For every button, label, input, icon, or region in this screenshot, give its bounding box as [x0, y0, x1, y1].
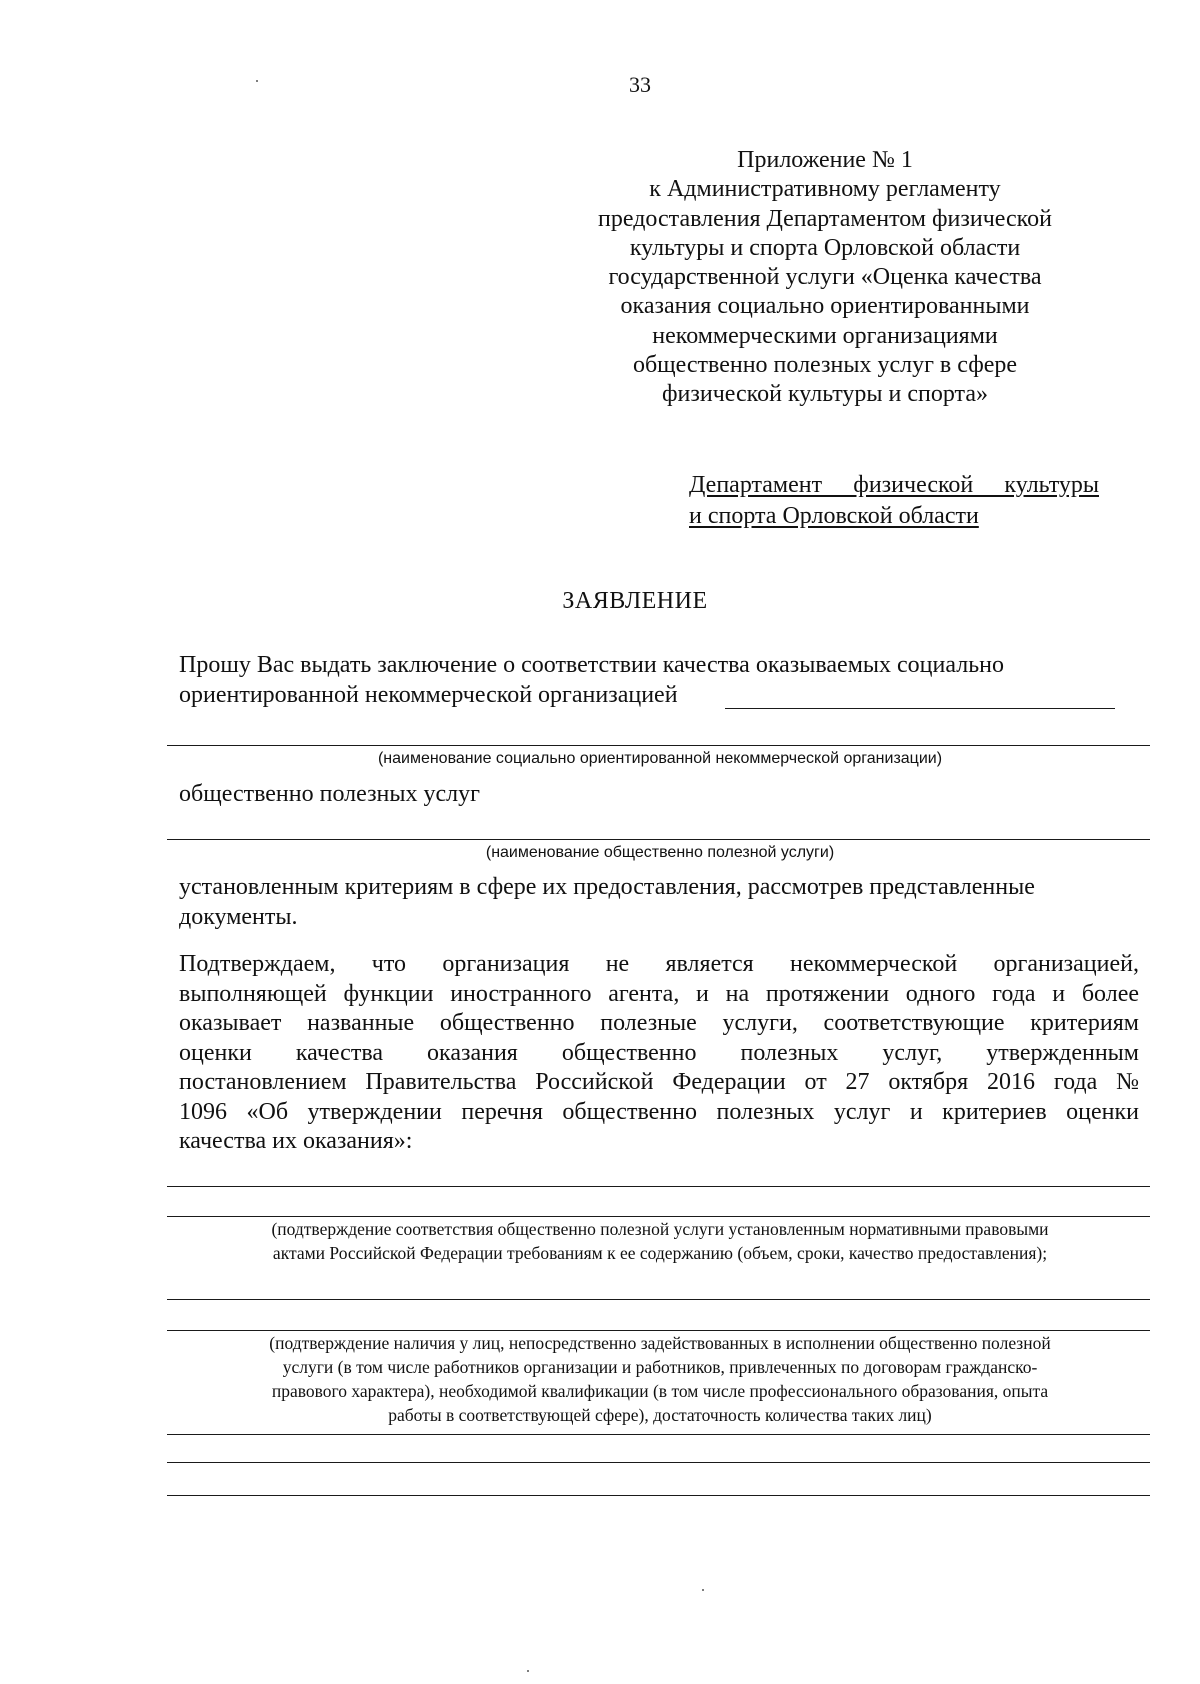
- blank-fill-line: [167, 1434, 1150, 1435]
- staff-caption-line: работы в соответствующей сфере), достаточность количества таких лиц): [388, 1405, 932, 1425]
- services-label: общественно полезных услуг: [179, 781, 480, 807]
- appendix-line: Приложение № 1: [737, 147, 913, 173]
- confirmation-line: постановлением Правительства Российской Федерации от 27 октября 2016 года №: [179, 1069, 1139, 1095]
- document-title: ЗАЯВЛЕНИЕ: [562, 588, 708, 614]
- blank-fill-line: [167, 1495, 1150, 1496]
- confirmation-line: качества их оказания»:: [179, 1128, 413, 1154]
- scan-speck: [256, 80, 258, 82]
- staff-caption-line: правового характера), необходимой квалификации (в том числе профессионального образования, опыта: [271, 1381, 1049, 1401]
- criteria-line: установленным критериям в сфере их предоставления, рассмотрев представленные: [179, 874, 1035, 900]
- appendix-line: государственной услуги «Оценка качества: [608, 264, 1042, 291]
- org-name-caption: (наименование социально ориентированной некоммерческой организации): [377, 750, 943, 767]
- compliance-fill-line: [167, 1216, 1150, 1217]
- org-name-blank-line: [725, 708, 1115, 709]
- compliance-caption-line: актами Российской Федерации требованиям к ее содержанию (объем, сроки, качество предоставления);: [272, 1243, 1048, 1263]
- addressee-line: Департамент физической культуры: [689, 472, 1099, 498]
- appendix-header: [575, 146, 1075, 410]
- staff-fill-line: [167, 1299, 1150, 1300]
- appendix-line: физической культуры и спорта»: [661, 381, 988, 408]
- staff-caption-line: услуги (в том числе работников организации и работников, привлеченных по договорам гражданско-: [282, 1357, 1038, 1377]
- criteria-line: документы.: [179, 904, 298, 930]
- request-line: Прошу Вас выдать заключение о соответствии качества оказываемых социально: [179, 652, 1004, 678]
- addressee-block: [689, 470, 1099, 532]
- appendix-line: предоставления Департаментом физической: [598, 205, 1052, 232]
- appendix-line: общественно полезных услуг в сфере: [632, 352, 1018, 379]
- compliance-fill-line: [167, 1186, 1150, 1187]
- staff-fill-line: [167, 1330, 1150, 1331]
- appendix-line: культуры и спорта Орловской области: [629, 234, 1021, 261]
- confirmation-line: оказывает названные общественно полезные услуги, соответствующие критериям: [179, 1010, 1139, 1036]
- confirmation-line: оценки качества оказания общественно полезных услуг, утвержденным: [179, 1040, 1139, 1066]
- request-line: ориентированной некоммерческой организацией: [179, 682, 678, 708]
- confirmation-line: 1096 «Об утверждении перечня общественно полезных услуг и критериев оценки: [179, 1099, 1139, 1125]
- appendix-line: к Административному регламенту: [649, 176, 1001, 203]
- blank-fill-line: [167, 1462, 1150, 1463]
- org-name-fill-line: [167, 745, 1150, 746]
- appendix-line: оказания социально ориентированными: [620, 293, 1030, 320]
- staff-caption-line: (подтверждение наличия у лиц, непосредственно задействованных в исполнении общественно полезной: [269, 1333, 1051, 1353]
- confirmation-line: выполняющей функции иностранного агента, и на протяжении одного года и более: [179, 981, 1139, 1007]
- service-name-caption: (наименование общественно полезной услуги): [485, 844, 835, 861]
- confirmation-line: Подтверждаем, что организация не является некоммерческой организацией,: [179, 951, 1139, 977]
- service-name-fill-line: [167, 839, 1150, 840]
- page-number: 33: [629, 72, 651, 97]
- appendix-line: некоммерческими организациями: [652, 322, 998, 349]
- addressee-line: и спорта Орловской области: [689, 503, 979, 529]
- scan-speck: [527, 1670, 529, 1672]
- scan-speck: [702, 1589, 704, 1591]
- compliance-caption-line: (подтверждение соответствия общественно полезной услуги установленным нормативными правовыми: [271, 1219, 1049, 1239]
